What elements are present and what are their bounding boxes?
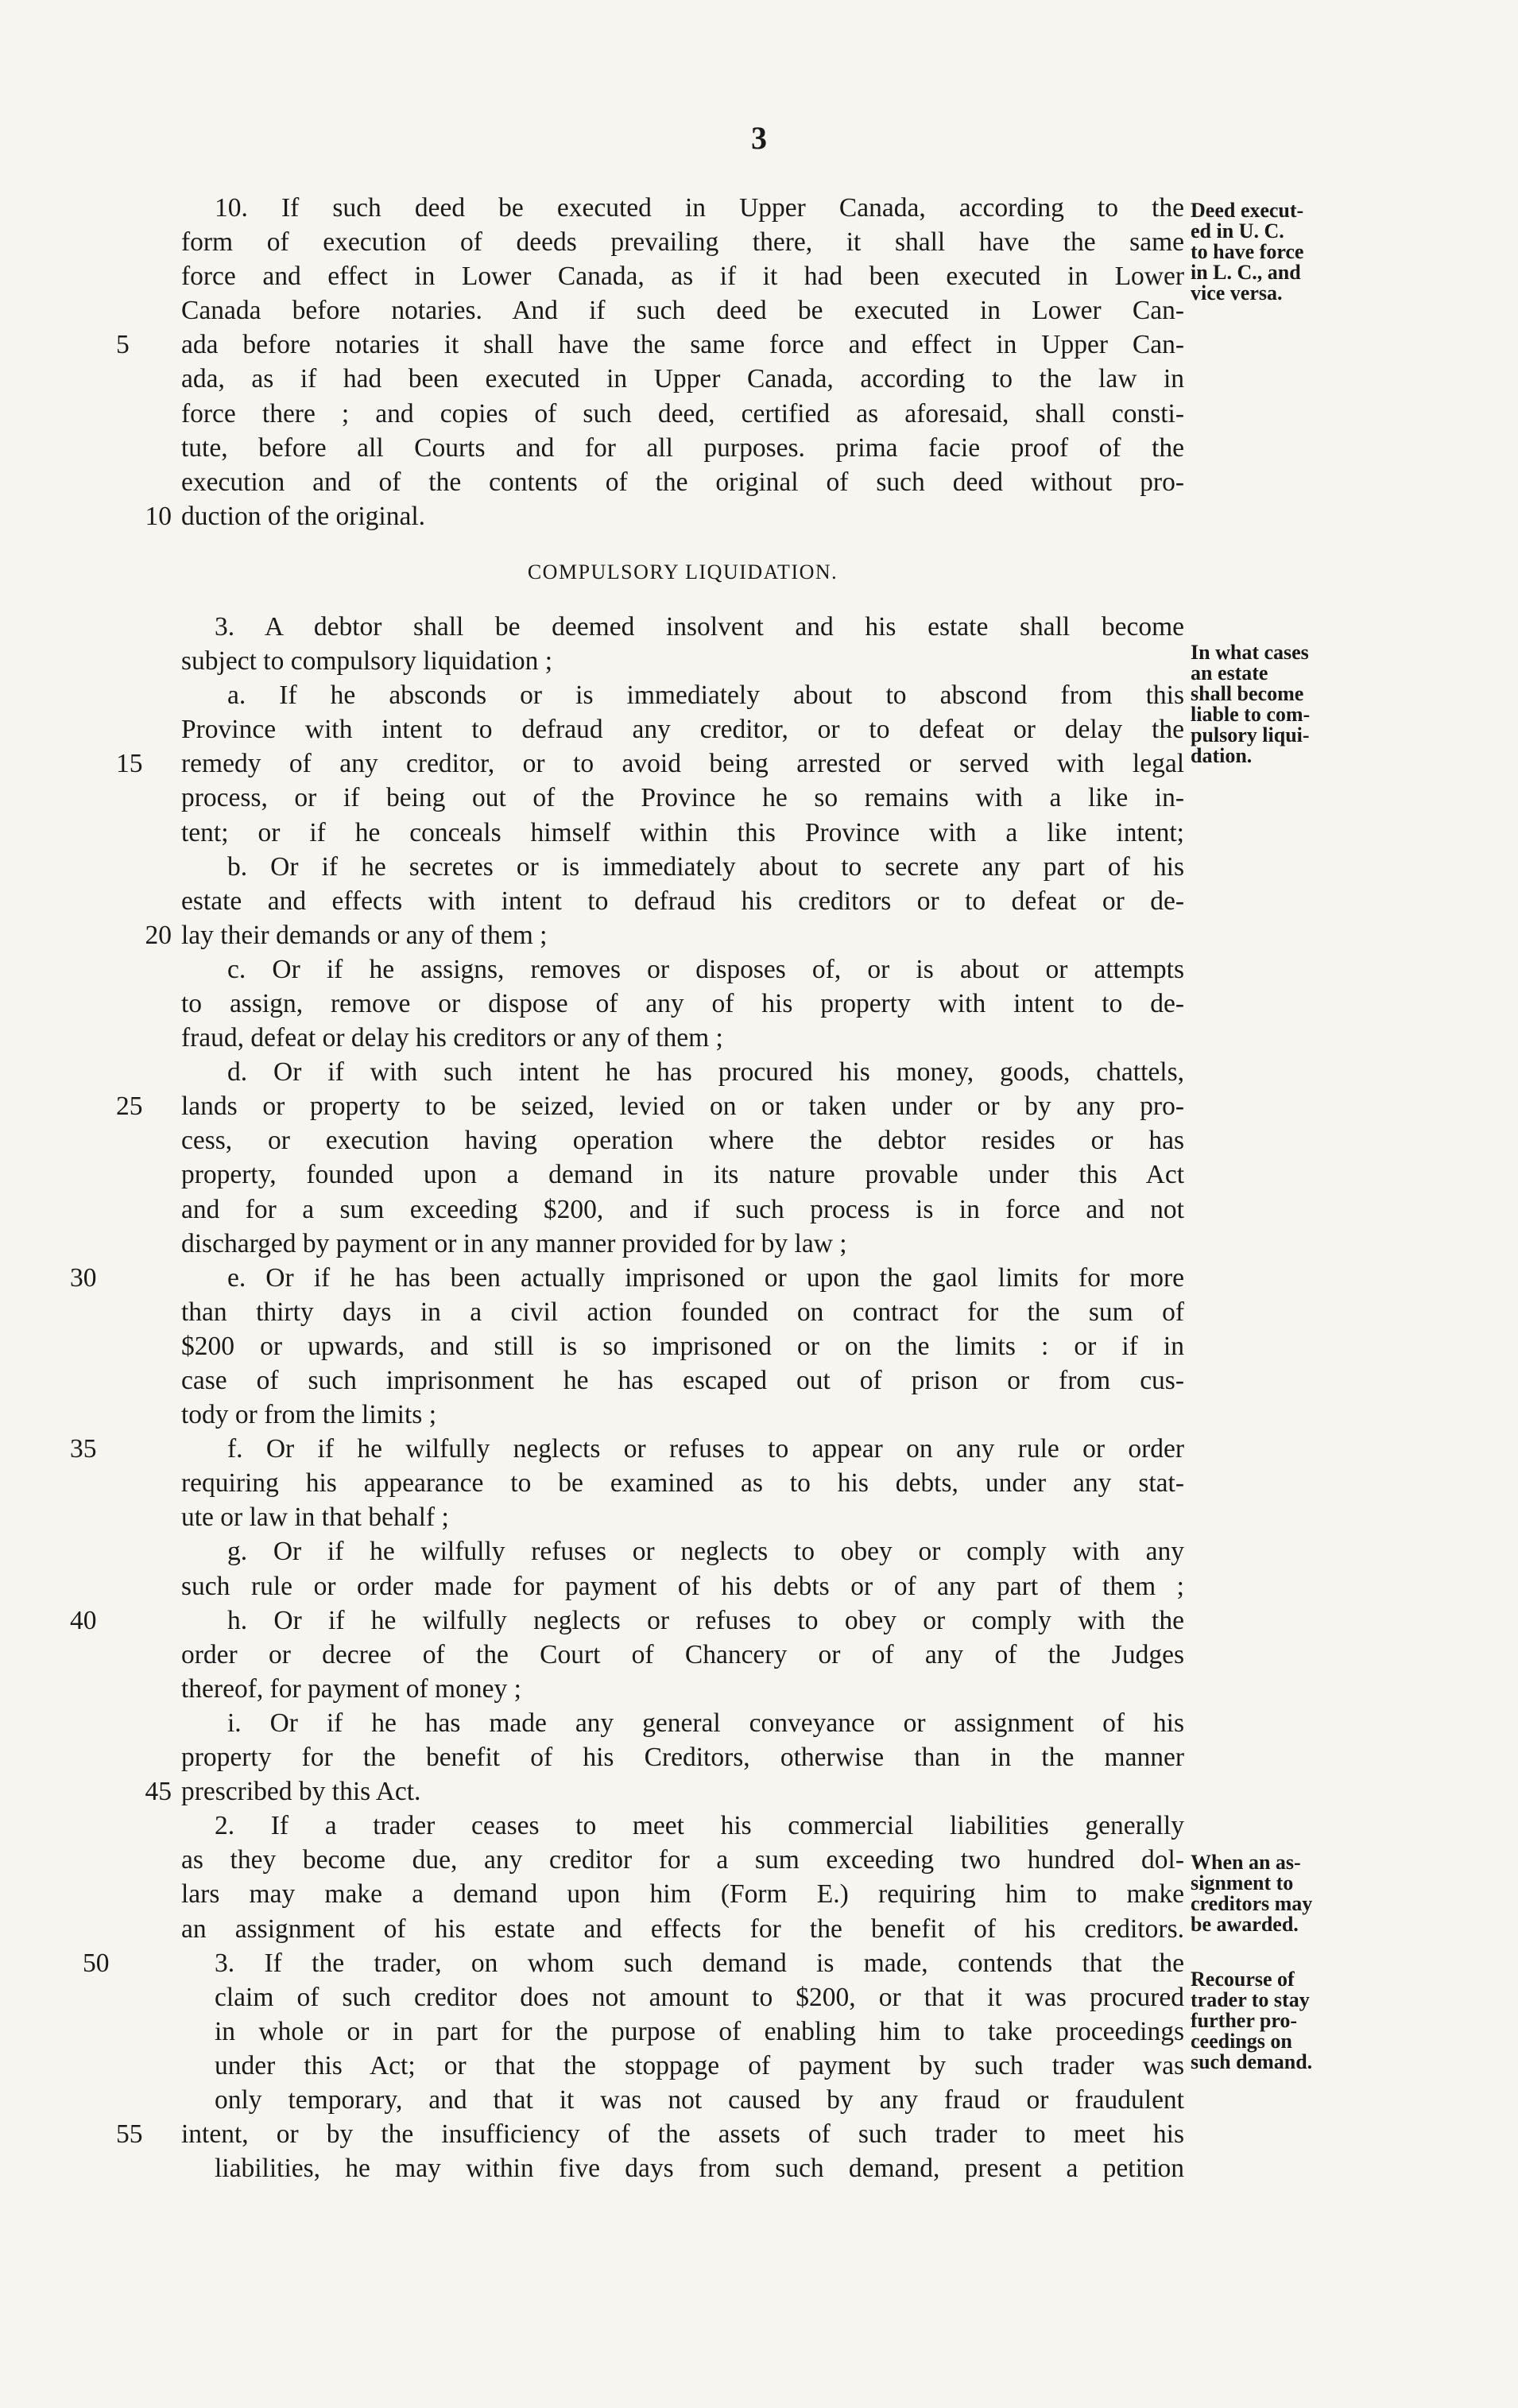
line-number: 50: [83, 1948, 110, 1978]
text-line: property, founded upon a demand in its nature provable under this Act: [181, 1160, 1184, 1190]
text-line: claim of such creditor does not amount to $200, or that it was procured: [215, 1982, 1184, 2012]
text-line: tody or from the limits ;: [181, 1400, 437, 1430]
text-line: in whole or in part for the purpose of enabling him to take proceedings: [215, 2016, 1184, 2046]
text-line: 40 h. Or if he wilfully neglects or refuses to obey or comply with the: [181, 1603, 1184, 1638]
text-line: $200 or upwards, and still is so imprisoned or on the limits : or if in: [181, 1331, 1184, 1361]
text-line: property for the benefit of his Creditors, otherwise than in the manner: [181, 1743, 1184, 1773]
text-line: tute, before all Courts and for all purposes. prima facie proof of the: [181, 432, 1184, 463]
text-line: tent; or if he conceals himself within this Province with a like intent;: [181, 817, 1184, 847]
text-line: requiring his appearance to be examined as to his debts, under any stat-: [181, 1468, 1184, 1499]
text-line: estate and effects with intent to defraud his creditors or to defeat or de-: [181, 886, 1184, 916]
text-line: lars may make a demand upon him (Form E.) requiring him to make: [181, 1879, 1184, 1910]
text-line: such rule or order made for payment of his debts or of any part of them ;: [181, 1571, 1184, 1601]
text-line: 15 remedy of any creditor, or to avoid being arrested or served with legal: [181, 746, 1184, 781]
text-line: thereof, for payment of money ;: [181, 1673, 521, 1704]
text-line: execution and of the contents of the original of such deed without pro-: [181, 467, 1184, 497]
text-line: d. Or if with such intent he has procured his money, goods, chattels,: [227, 1057, 1184, 1088]
text-line: a. If he absconds or is immediately about to abscond from this: [227, 681, 1184, 711]
line-number: 45: [145, 1777, 172, 1807]
text-line: an assignment of his estate and effects for the benefit of his creditors.: [181, 1914, 1184, 1944]
text-line: c. Or if he assigns, removes or disposes of, or is about or attempts: [227, 954, 1184, 984]
line-number: 30: [70, 1262, 97, 1293]
text-line: i. Or if he has made any general conveyance or assignment of his: [227, 1708, 1184, 1738]
text-line: process, or if being out of the Province he so remains with a like in-: [181, 783, 1184, 813]
text-line: under this Act; or that the stoppage of payment by such trader was: [215, 2050, 1184, 2080]
section-heading: COMPULSORY LIQUIDATION.: [527, 560, 838, 584]
text-line: 2. If a trader ceases to meet his commercial liabilities generally: [215, 1811, 1184, 1841]
text-line: 20 lay their demands or any of them ;: [181, 918, 1184, 952]
text-line: 10 duction of the original.: [181, 499, 1184, 533]
text-line: subject to compulsory liquidation ;: [181, 646, 553, 677]
text-line: than thirty days in a civil action founded on contract for the sum of: [181, 1297, 1184, 1327]
text-line: form of execution of deeds prevailing there, it shall have the same: [181, 227, 1184, 258]
sidenote-deed-executed: Deed execut- ed in U. C. to have force in L. C., and vice versa.: [1191, 199, 1304, 304]
text-line: only temporary, and that it was not caused by any fraud or fraudulent: [215, 2084, 1184, 2115]
sidenote-assignment-awarded: When an as- signment to creditors may be awarded.: [1191, 1851, 1313, 1936]
text-line: Province with intent to defraud any creditor, or to defeat or delay the: [181, 715, 1184, 745]
text-line: as they become due, any creditor for a sum exceeding two hundred dol-: [181, 1845, 1184, 1875]
text-line: force and effect in Lower Canada, as if it had been executed in Lower: [181, 262, 1184, 292]
text-line: force there ; and copies of such deed, certified as aforesaid, shall consti-: [181, 398, 1184, 428]
line-number: 40: [70, 1605, 97, 1635]
text-line: fraud, defeat or delay his creditors or any of them ;: [181, 1023, 723, 1053]
page-number: 3: [751, 120, 767, 156]
text-line: to assign, remove or dispose of any of his property with intent to de-: [181, 988, 1184, 1018]
text-line: 5 ada before notaries it shall have the same force and effect in Upper Can-: [181, 328, 1184, 362]
text-line: 50 3. If the trader, on whom such demand is made, contends that the: [181, 1946, 1184, 1980]
text-line: 25 lands or property to be seized, levied on or taken under or by any pro-: [181, 1089, 1184, 1123]
line-number: 15: [116, 749, 143, 779]
text-line: liabilities, he may within five days from such demand, present a petition: [215, 2154, 1184, 2184]
line-number: 35: [70, 1434, 97, 1464]
line-number: 25: [116, 1092, 143, 1122]
sidenote-compulsory-liquidation: In what cases an estate shall become liable to com- pulsory liqui- dation.: [1191, 641, 1311, 767]
text-line: 10. If such deed be executed in Upper Canada, according to the: [215, 193, 1184, 223]
body-text: [70, 191, 1184, 2185]
text-line: ada, as if had been executed in Upper Canada, according to the law in: [181, 364, 1184, 394]
text-line: Canada before notaries. And if such deed be executed in Lower Can-: [181, 296, 1184, 326]
line-number: 55: [116, 2119, 143, 2150]
text-line: 30 e. Or if he has been actually imprisoned or upon the gaol limits for more: [181, 1261, 1184, 1295]
text-line: 35 f. Or if he wilfully neglects or refuses to appear on any rule or order: [181, 1432, 1184, 1466]
text-line: 45 prescribed by this Act.: [181, 1774, 1184, 1809]
line-number: 5: [116, 330, 130, 360]
text-line: g. Or if he wilfully refuses or neglects to obey or comply with any: [227, 1537, 1184, 1567]
text-line: 55 intent, or by the insufficiency of the assets of such trader to meet his: [181, 2117, 1184, 2151]
text-line: ute or law in that behalf ;: [181, 1503, 449, 1533]
text-line: 3. A debtor shall be deemed insolvent and his estate shall become: [215, 611, 1184, 642]
line-number: 10: [145, 501, 172, 531]
text-line: order or decree of the Court of Chancery or of any of the Judges: [181, 1639, 1184, 1669]
text-line: b. Or if he secretes or is immediately about to secrete any part of his: [227, 851, 1184, 882]
text-line: and for a sum exceeding $200, and if such process is in force and not: [181, 1194, 1184, 1224]
text-line: case of such imprisonment he has escaped out of prison or from cus-: [181, 1366, 1184, 1395]
text-line: discharged by payment or in any manner provided for by law ;: [181, 1228, 847, 1258]
sidenote-recourse-of-trader: Recourse of trader to stay further pro- ceedings on such demand.: [1191, 1968, 1313, 2073]
text-line: cess, or execution having operation where the debtor resides or has: [181, 1126, 1184, 1156]
line-number: 20: [145, 920, 172, 950]
